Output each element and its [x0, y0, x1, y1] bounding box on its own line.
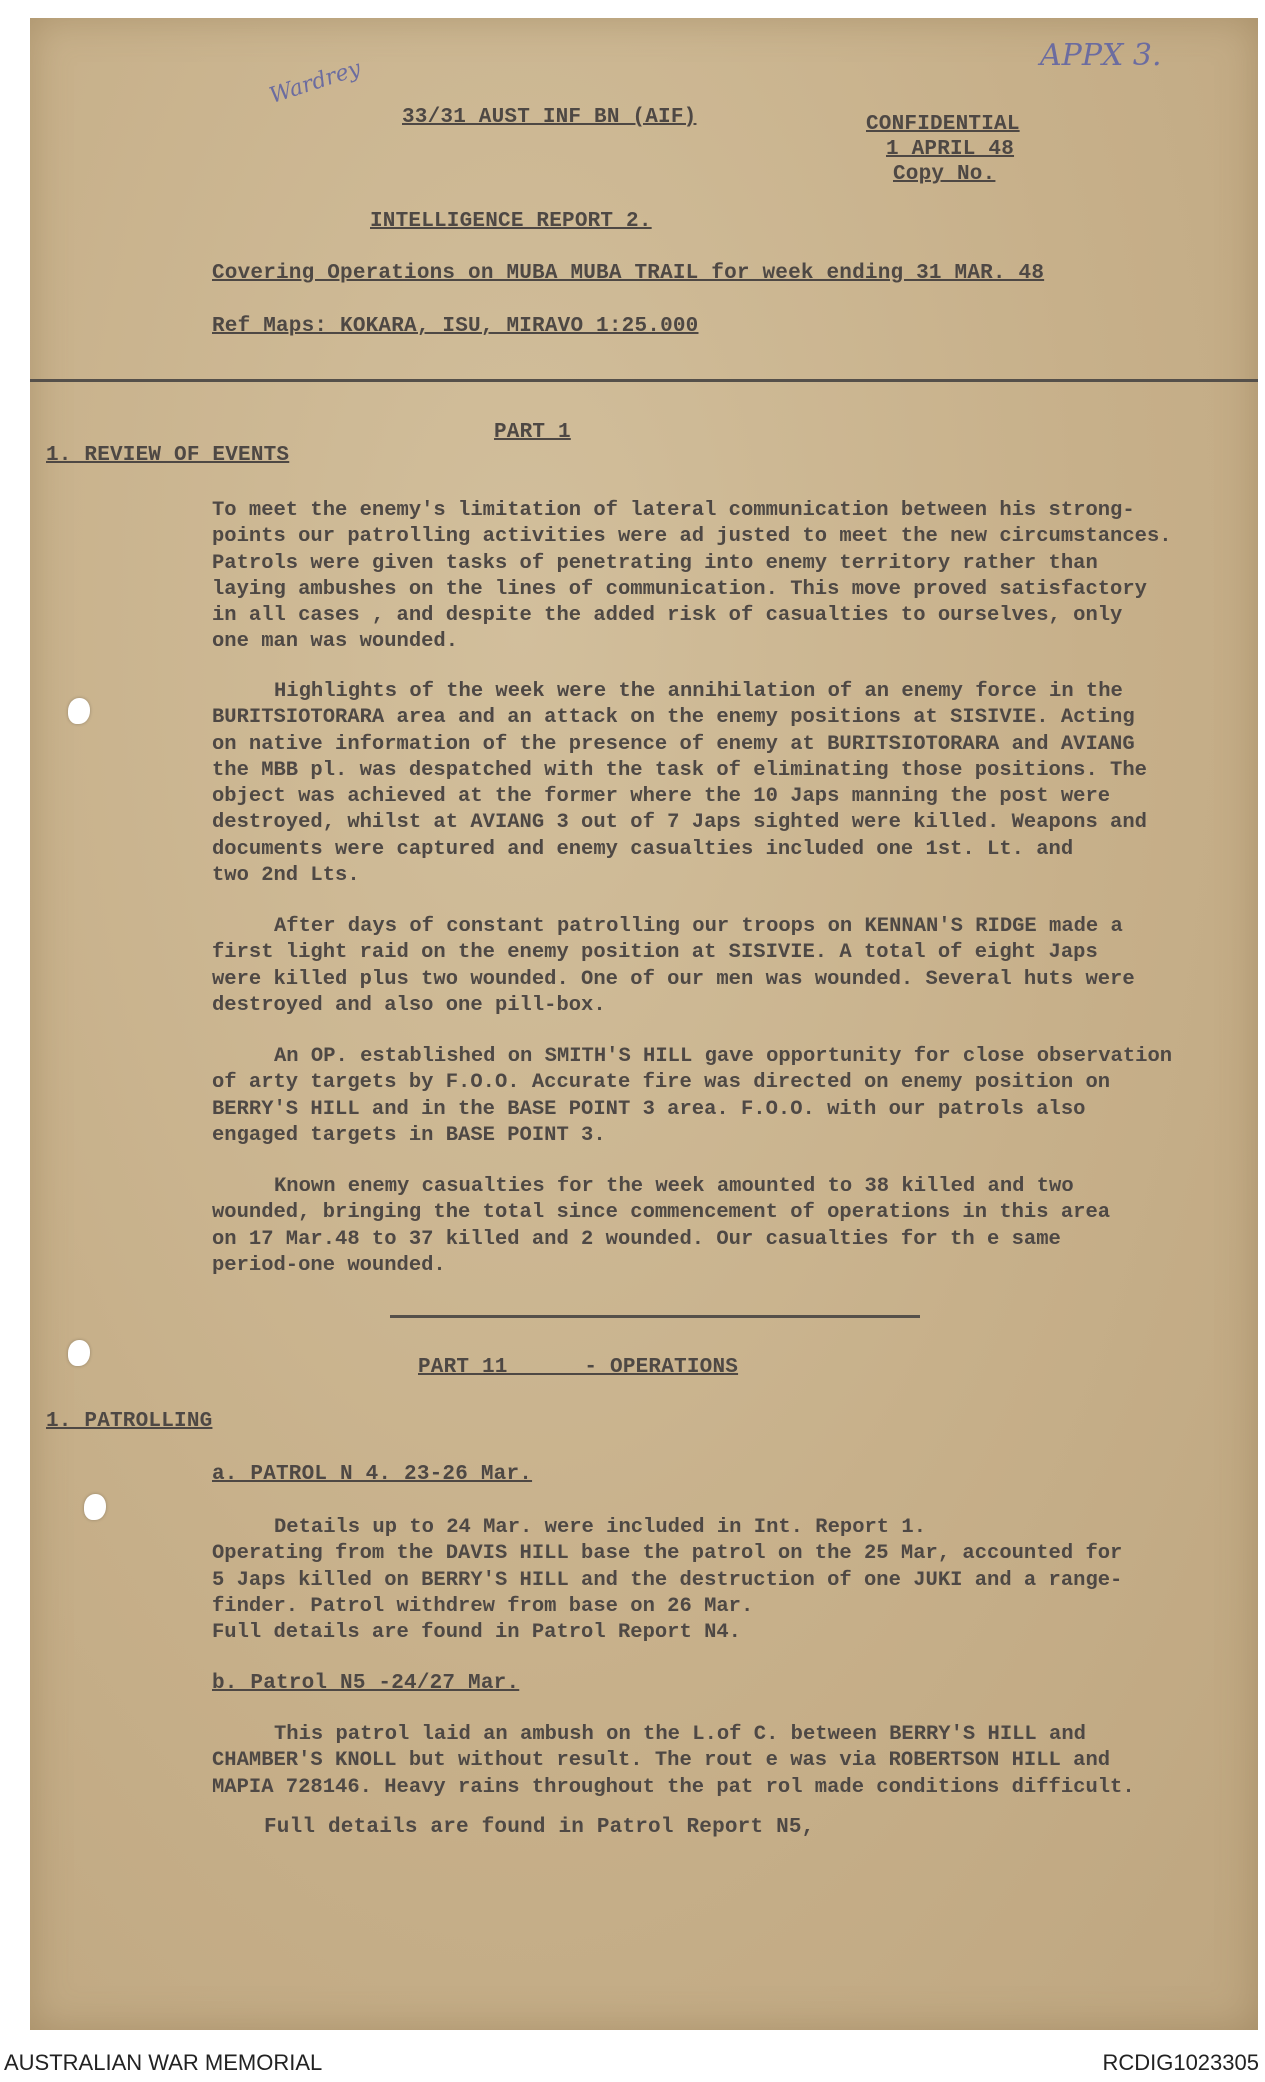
patrol-a-details: Details up to 24 Mar. were included in Int. Report 1. Operating from the DAVIS HILL base the patrol on the 25 Mar, accounted for 5 Japs killed on BERRY'S HILL and the destruction of one JUKI and a range- finder. Patrol withdrew from base on 26 Mar. Full details are found in Patrol Report N4.	[212, 1516, 1123, 1645]
part-2-title: PART 11 - OPERATIONS	[418, 1356, 739, 1379]
punch-hole-3	[84, 1494, 106, 1520]
report-title: INTELLIGENCE REPORT 2.	[370, 210, 652, 233]
paragraph-4: An OP. established on SMITH'S HILL gave opportunity for close observation of arty targets by F.O.O. Accurate fire was directed on enemy position on BERRY'S HILL and in the BASE POINT 3 area. F.O.O. with our patrols also engaged targets in BASE POINT 3.	[212, 1045, 1173, 1147]
section-review-of-events: 1. REVIEW OF EVENTS	[46, 444, 290, 467]
document-page	[30, 18, 1258, 2030]
paragraph-2: Highlights of the week were the annihilation of an enemy force in the BURITSIOTORARA area and an attack on the enemy positions at SISIVIE. Acting on native information of the presence of enemy at BURITSIOTORARA and AVIANG the MBB pl. was despatched with the task of eliminating those positions. The object was achieved at the former where the 10 Japs manning the post were destroyed, whilst at AVIANG 3 out of 7 Japs sighted were killed. Weapons and documents were captured and enemy casualties included one 1st. Lt. and two 2nd Lts.	[212, 680, 1147, 888]
archive-credit: AUSTRALIAN WAR MEMORIAL	[4, 2050, 323, 2075]
section-divider	[390, 1315, 920, 1318]
patrol-a-heading: a. PATROL N 4. 23-26 Mar.	[212, 1463, 533, 1486]
classification: CONFIDENTIAL	[866, 113, 1020, 136]
section-patrolling: 1. PATROLLING	[46, 1410, 213, 1433]
appendix-handwritten-ref: APPX 3.	[1040, 38, 1162, 73]
report-subtitle: Covering Operations on MUBA MUBA TRAIL for week ending 31 MAR. 48	[212, 262, 1045, 285]
map-reference: Ref Maps: KOKARA, ISU, MIRAVO 1:25.000	[212, 315, 699, 338]
patrol-b-reference: Full details are found in Patrol Report N5,	[264, 1816, 815, 1839]
unit-designation: 33/31 AUST INF BN (AIF)	[402, 106, 697, 129]
punch-hole-1	[68, 698, 90, 724]
header-divider	[30, 379, 1258, 382]
paragraph-1: To meet the enemy's limitation of lateral communication between his strong- points our patrolling activities were ad justed to meet the new circumstances. Patrols were given tasks of penetrating into enemy territory rather than laying ambushes on the lines of communication. This move proved satisfactory in all cases , and despite the added risk of casualties to ourselves, only one man was wounded.	[212, 499, 1172, 654]
part-1-title: PART 1	[494, 421, 571, 444]
patrol-b-heading: b. Patrol N5 -24/27 Mar.	[212, 1672, 520, 1695]
paragraph-5: Known enemy casualties for the week amounted to 38 killed and two wounded, bringing the total since commencement of operations in this area on 17 Mar.48 to 37 killed and 2 wounded. Our casualties for th e same period-one wounded.	[212, 1175, 1111, 1277]
archive-reference: RCDIG1023305	[1102, 2050, 1259, 2075]
handwritten-signature: Wardrey	[266, 56, 364, 109]
paragraph-3: After days of constant patrolling our troops on KENNAN'S RIDGE made a first light raid on the enemy position at SISIVIE. A total of eight Japs were killed plus two wounded. One of our men was wounded. Several huts were destroyed and also one pill-box.	[212, 915, 1135, 1017]
punch-hole-2	[68, 1340, 90, 1366]
copy-number: Copy No.	[893, 163, 996, 186]
patrol-b-details: This patrol laid an ambush on the L.of C. between BERRY'S HILL and CHAMBER'S KNOLL but without result. The rout e was via ROBERTSON HILL and MAPIA 728146. Heavy rains throughout the pat rol made conditions difficult.	[212, 1723, 1135, 1799]
report-date: 1 APRIL 48	[886, 138, 1015, 161]
